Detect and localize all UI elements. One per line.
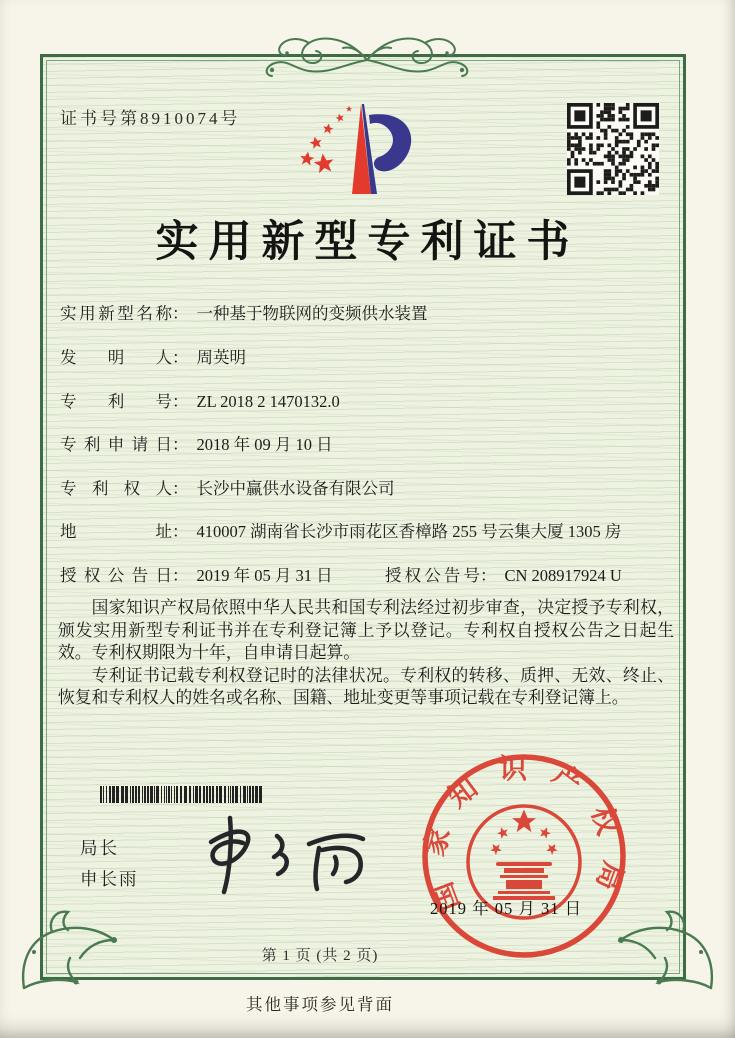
field-label: 授权公告号 <box>385 566 480 585</box>
seal-date: 2019 年 05 月 31 日 <box>430 899 583 918</box>
field-row-address: 地址： 410007 湖南省长沙市雨花区香樟路 255 号云集大厦 1305 房 <box>60 518 621 542</box>
qr-code <box>567 103 659 195</box>
signer-name: 申长雨 <box>80 869 139 889</box>
field-value: 2018 年 09 月 10 日 <box>196 435 333 454</box>
field-value: 410007 湖南省长沙市雨花区香樟路 255 号云集大厦 1305 房 <box>196 522 622 541</box>
field-row-patentee: 专利权人： 长沙中赢供水设备有限公司 <box>60 475 395 499</box>
seal-ring-text: 国家知识产权局 <box>419 753 629 915</box>
field-row-grant-date: 授权公告日： 2019 年 05 月 31 日 授权公告号： CN 208917924 U <box>60 562 680 586</box>
field-label: 发明人 <box>60 348 172 367</box>
field-row-patent-no: 专利号： ZL 2018 2 1470132.0 <box>60 388 340 412</box>
field-value: ZL 2018 2 1470132.0 <box>196 392 340 411</box>
legal-text <box>58 597 674 710</box>
page-number: 第 1 页 (共 2 页) <box>261 948 379 964</box>
signature-shen-changyu <box>185 812 385 897</box>
field-row-inventor: 发明人： 周英明 <box>60 344 246 368</box>
field-label: 地址 <box>60 522 172 541</box>
field-label: 授权公告日 <box>60 566 172 585</box>
field-value: 一种基于物联网的变频供水装置 <box>196 304 428 323</box>
field-label: 专利权人 <box>60 479 172 498</box>
field-value: 2019 年 05 月 31 日 <box>196 566 333 585</box>
legal-paragraph-1: 国家知识产权局依照中华人民共和国专利法经过初步审查，决定授予专利权，颁发实用新型专利证书并在专利登记簿上予以登记。专利权自授权公告之日起生效。专利权期限为十年，自申请日起算。 <box>58 598 674 663</box>
legal-paragraph-2: 专利证书记载专利权登记时的法律状况。专利权的转移、质押、无效、终止、恢复和专利权人的姓名或名称、国籍、地址变更等事项记载在专利登记簿上。 <box>58 665 674 708</box>
signer-title: 局长 <box>80 838 119 858</box>
field-row-name: 实用新型名称： 一种基于物联网的变频供水装置 <box>60 300 428 324</box>
field-value: 周英明 <box>196 348 246 367</box>
field-row-filing-date: 专利申请日： 2018 年 09 月 10 日 <box>60 431 333 455</box>
back-side-note: 其他事项参见背面 <box>246 995 394 1014</box>
official-seal-cnipa <box>418 750 630 962</box>
certificate-number: 证书号第8910074号 <box>60 109 241 128</box>
field-label: 专利号 <box>60 392 172 411</box>
field-grant-number: 授权公告号： CN 208917924 U <box>385 562 622 586</box>
field-value: CN 208917924 U <box>504 566 622 585</box>
cnipa-logo-icon <box>290 98 420 198</box>
field-value: 长沙中赢供水设备有限公司 <box>196 479 395 498</box>
svg-text:国家知识产权局 <box>418 753 630 915</box>
field-label: 实用新型名称 <box>60 304 172 323</box>
certificate-title: 实用新型专利证书 <box>155 219 580 266</box>
field-label: 专利申请日 <box>60 435 172 454</box>
top-flourish-ornament-icon <box>247 30 487 80</box>
barcode <box>100 786 265 803</box>
